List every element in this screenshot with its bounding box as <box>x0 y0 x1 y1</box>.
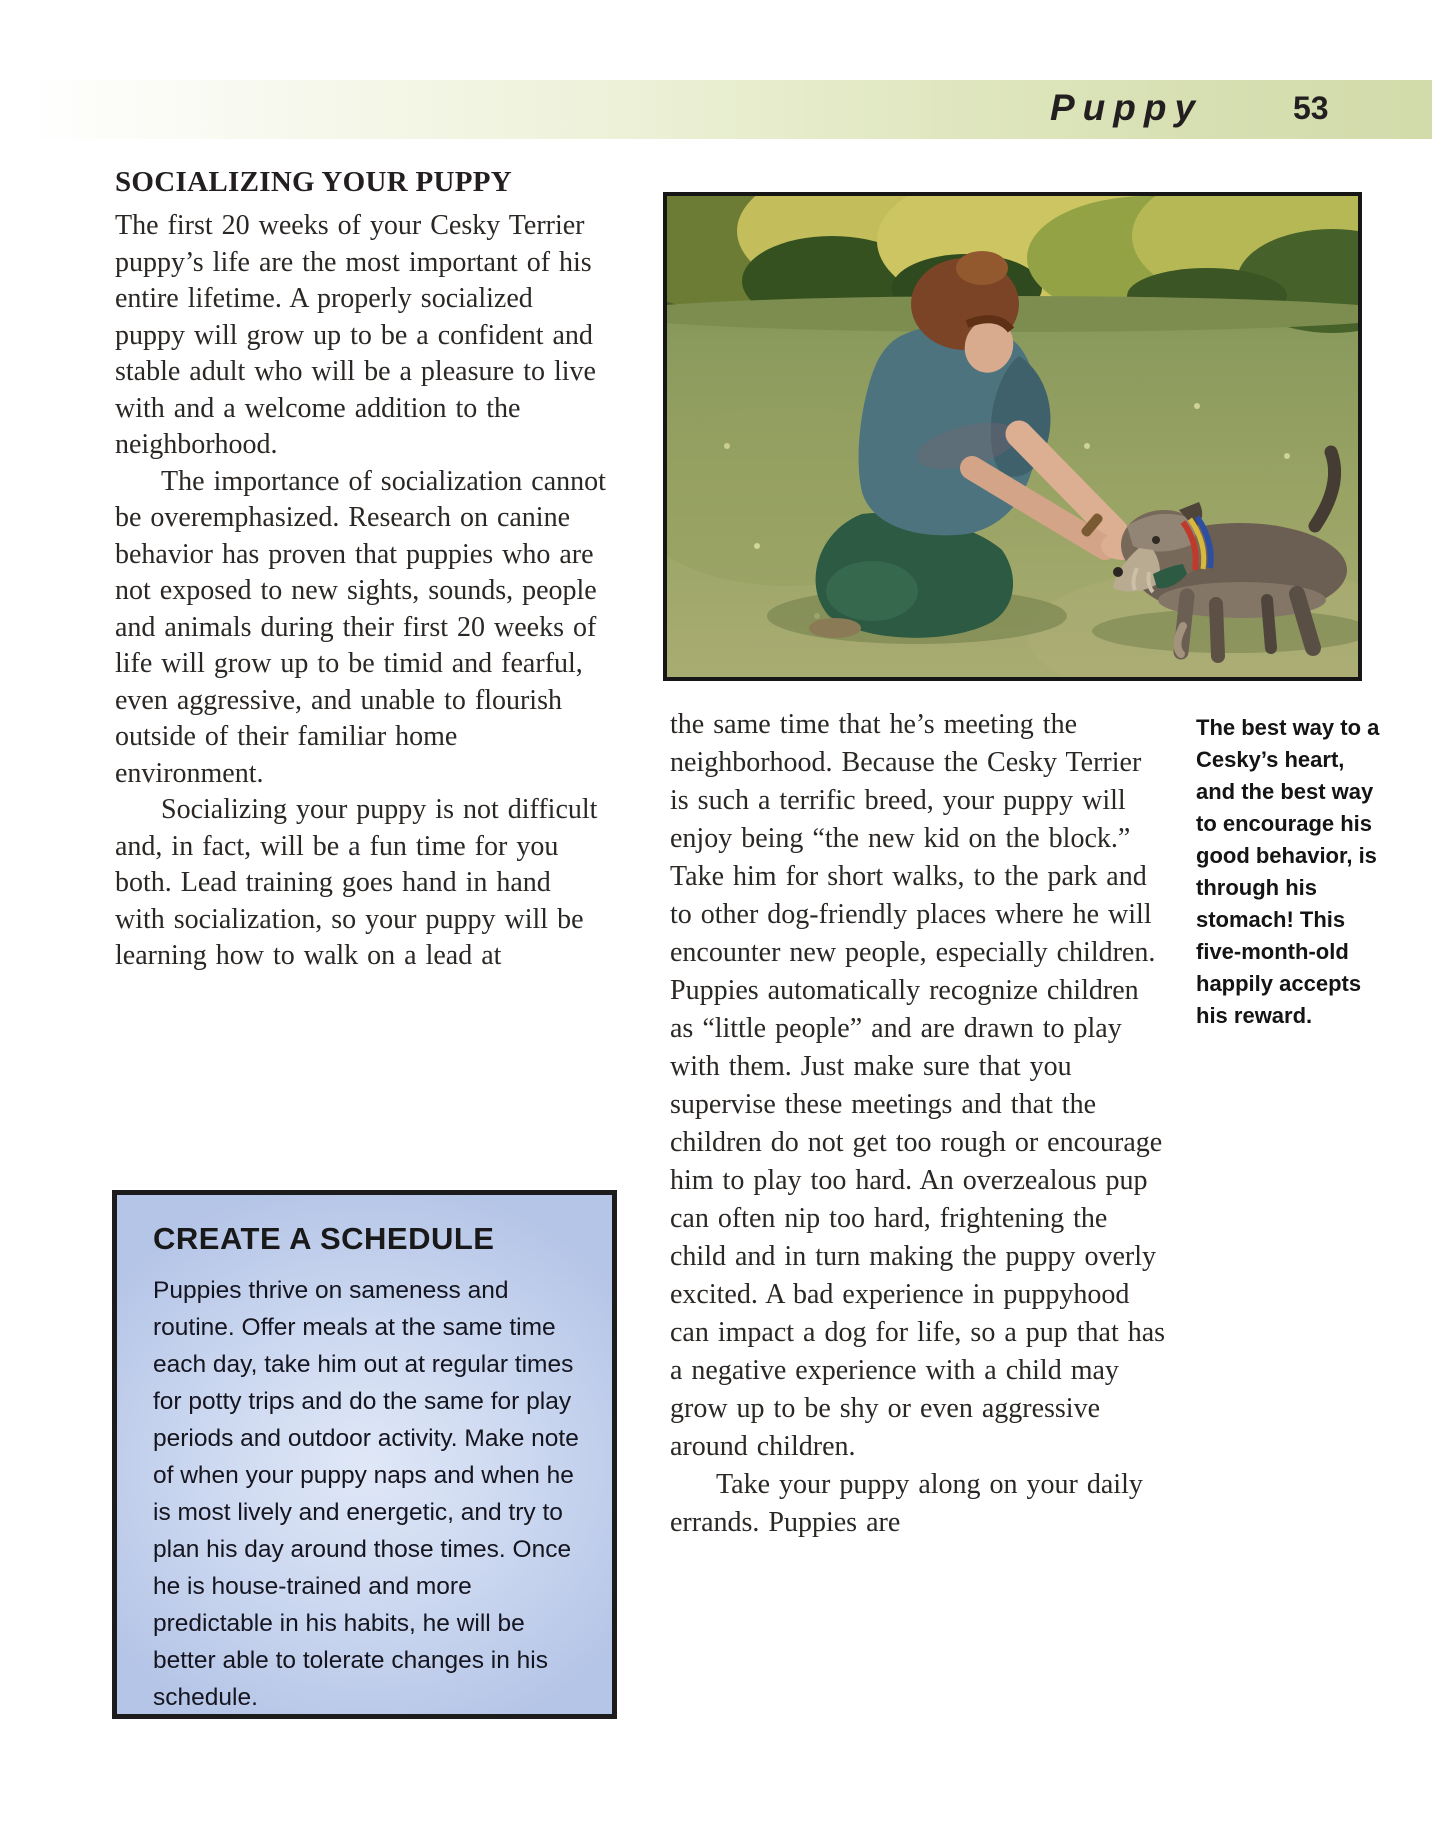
schedule-box-text: Puppies thrive on sameness and routine. Offer meals at the same time each day, take him out at regular times for potty trips and do the same for play periods and outdoor activity. Make note of when your puppy naps and when he is most lively and energetic, and try to plan his day around those times. Once he is house-trained and more predictable in his habits, he will be better able to tolerate changes in his schedule. <box>153 1277 579 1711</box>
paragraph: the same time that he’s meeting the neighborhood. Because the Cesky Terrier is such a terrific breed, your puppy will enjoy being “the new kid on the block.” Take him for short walks, to the park and to other dog-friendly places where he will encounter new people, especially children. Puppies automatically recognize children as “little people” and are drawn to play with them. Just make sure that you supervise these meetings and that the children do not get too rough or encourage him to play too hard. An overzealous pup can often nip too hard, frightening the child and in turn making the puppy overly excited. A bad experience in puppyhood can impact a dog for life, so a pup that has a negative experience with a child may grow up to be shy or even aggressive around children. <box>670 709 1166 1462</box>
left-text-column <box>115 166 607 975</box>
photo-trainer-and-puppy <box>663 192 1362 681</box>
paragraph: Socializing your puppy is not difficult and, in fact, will be a fun time for you both. Lead training goes hand in hand with socialization, so your puppy will be learning how to walk on a lead at <box>115 794 598 971</box>
paragraph: The first 20 weeks of your Cesky Terrier puppy’s life are the most important of his entire lifetime. A properly socialized puppy will grow up to be a confident and stable adult who will be a pleasure to live with and a welcome addition to the neighborhood. <box>115 210 596 460</box>
photo-illustration <box>667 196 1358 677</box>
photo-caption: The best way to a Cesky’s heart, and the best way to encourage his good behavior, is through his stomach! This five-month-old happily accepts his reward. <box>1196 715 1380 1028</box>
page-number: 53 <box>1293 90 1329 126</box>
paragraph: The importance of socialization cannot be overemphasized. Research on canine behavior has proven that puppies who are not exposed to new sights, sounds, people and animals during their first 20 weeks of life will grow up to be timid and fearful, even aggressive, and unable to flourish outside of their familiar home environment. <box>115 465 606 789</box>
middle-text-column <box>670 706 1167 1542</box>
section-heading: SOCIALIZING YOUR PUPPY <box>115 166 513 198</box>
chapter-title: Puppy <box>1050 87 1204 128</box>
create-a-schedule-box <box>112 1190 617 1719</box>
schedule-box-title: CREATE A SCHEDULE <box>153 1221 495 1256</box>
chapter-header-band <box>25 80 1432 139</box>
paragraph: Take your puppy along on your daily errands. Puppies are <box>670 1469 1143 1538</box>
